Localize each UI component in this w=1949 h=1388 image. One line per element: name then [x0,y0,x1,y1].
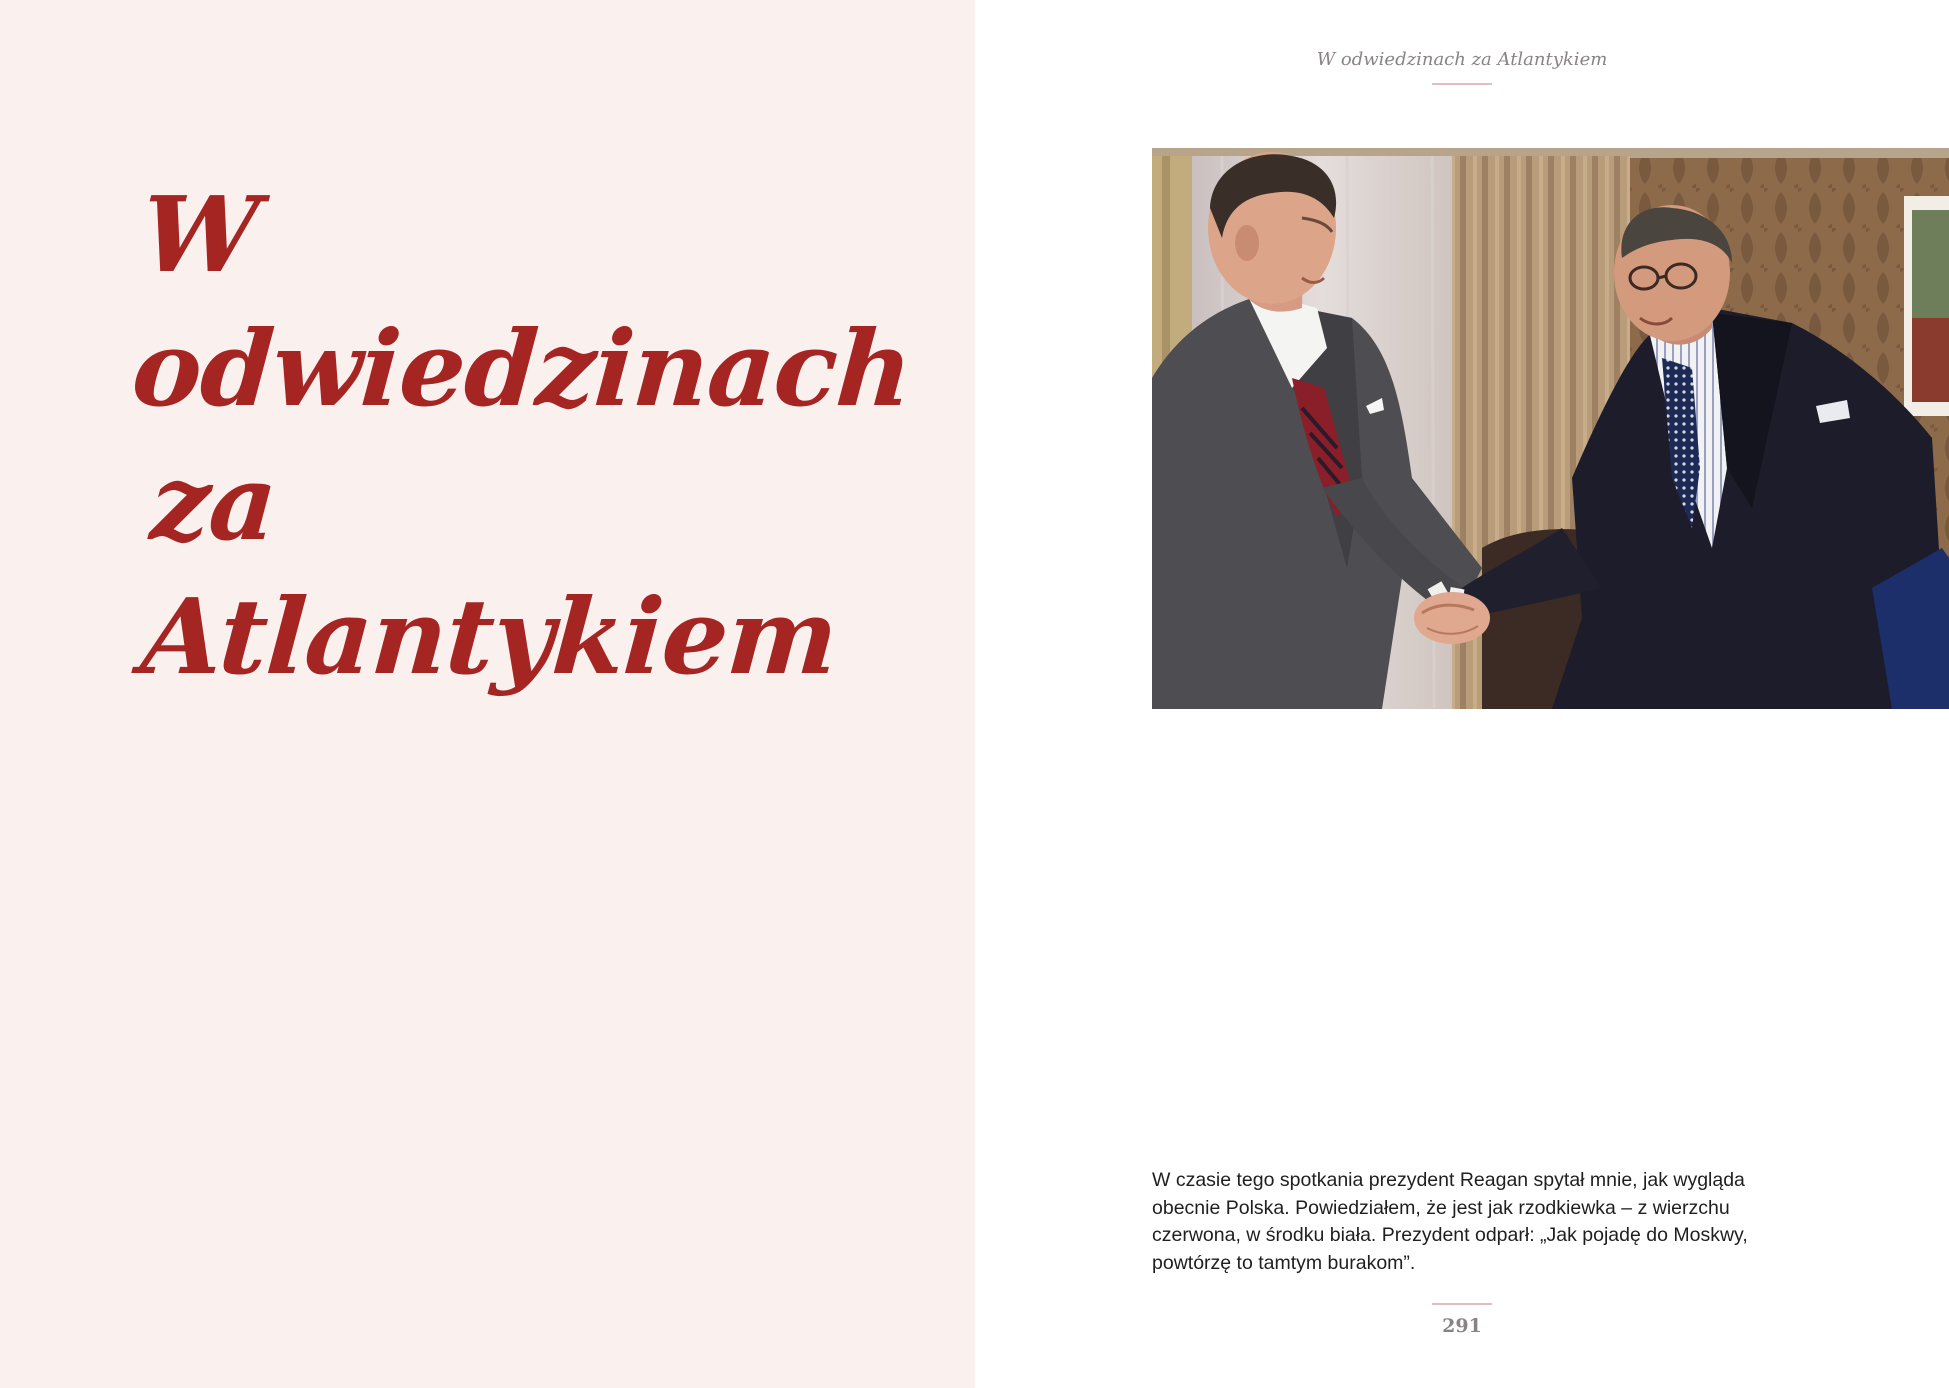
caption-line: obecnie Polska. Powiedziałem, że jest jak rzodkiewka – z wierzchu [1152,1196,1730,1219]
running-head-rule [1432,83,1492,85]
handshake-photo [1152,148,1949,709]
page-number-rule [1432,1303,1492,1305]
chapter-title [109,168,966,704]
running-head: W odwiedzinach za Atlantykiem [1316,49,1608,70]
chapter-title-line-2: za Atlantykiem [137,441,841,698]
chapter-title-line-1: W odwiedzinach [128,173,916,430]
page-number: 291 [1442,1315,1482,1337]
photo-caption [1152,1167,1772,1277]
caption-line: W czasie tego spotkania prezydent Reagan spytał mnie, jak wygląda [1152,1169,1745,1191]
caption-line: czerwona, w środku biała. Prezydent odparł: „Jak pojadę do Moskwy, [1152,1224,1748,1246]
caption-line: powtórzę to tamtym burakom”. [1152,1251,1416,1274]
